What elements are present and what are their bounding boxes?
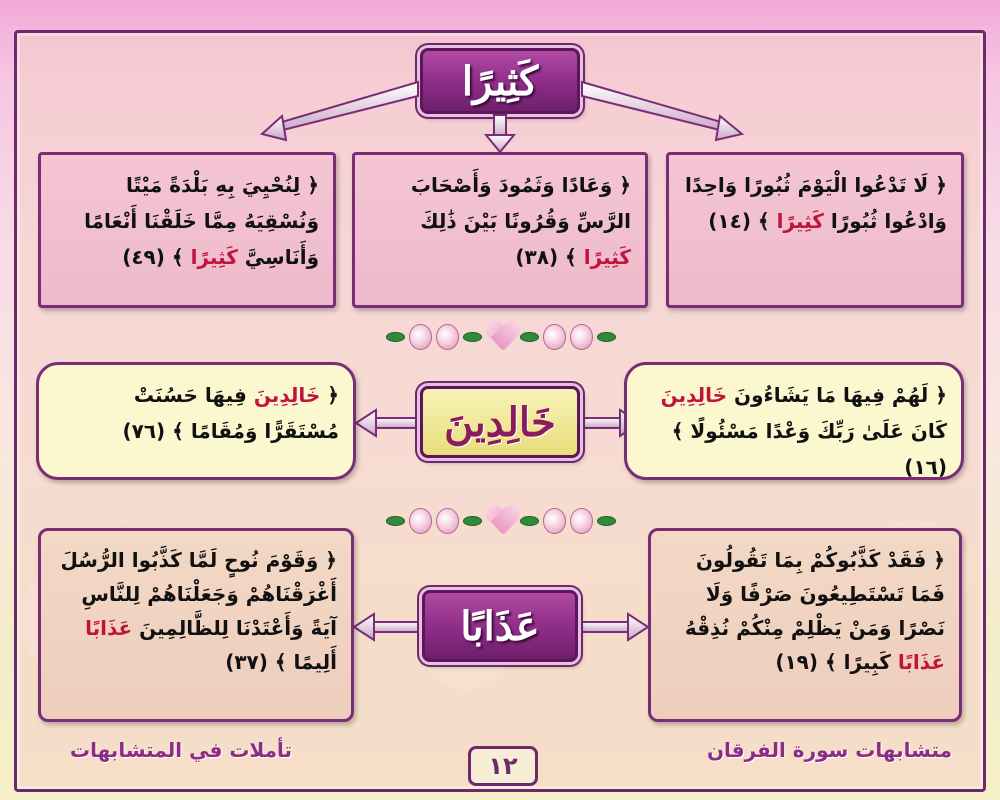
verse-box-16 [624, 362, 964, 480]
verse-number: ﴾ (٤٩) [122, 245, 191, 269]
keyword-highlight: كَثِيرًا [583, 245, 631, 269]
verse-number: أَلِيمًا ﴾ (٣٧) [225, 650, 337, 674]
section-title-text: كَثِيرًا [461, 57, 539, 105]
verse-box-76 [36, 362, 356, 480]
leaf-icon [386, 332, 405, 342]
verse-box-49 [38, 152, 336, 308]
verse-text: ﴿ فَقَدْ كَذَّبُوكُمْ بِمَا تَقُولُونَ فَمَا تَسْتَطِيعُونَ صَرْفًا وَلَا نَصْرًا وَمَنْ يَظْلِمْ مِنْكُمْ نُذِقْهُ [684, 548, 945, 640]
footer-series-title: تأملات في المتشابهات [70, 738, 293, 762]
leaf-icon [463, 332, 482, 342]
heart-icon [486, 506, 515, 536]
leaf-icon [386, 516, 405, 526]
keyword-highlight: كَثِيرًا [190, 245, 238, 269]
keyword-highlight: عَذَابًا [897, 650, 945, 674]
leaf-icon [520, 332, 539, 342]
flower-divider [386, 312, 616, 362]
verse-box-38 [352, 152, 648, 308]
section-title-text: خَالِدِينَ [444, 398, 556, 446]
keyword-highlight: كَثِيرًا [776, 209, 824, 233]
section-title-kathiran [420, 48, 580, 114]
keyword-highlight: عَذَابًا [85, 616, 133, 640]
verse-box-14 [666, 152, 964, 308]
leaf-icon [597, 332, 616, 342]
verse-box-37 [38, 528, 354, 722]
verse-text: ﴿ وَقَوْمَ نُوحٍ لَمَّا كَذَّبُوا الرُّسُلَ أَغْرَقْنَاهُمْ وَجَعَلْنَاهُمْ لِلنَّاسِ آيَةً وَأَعْتَدْنَا لِلظَّالِمِينَ [60, 548, 337, 640]
rose-icon [543, 324, 566, 350]
section-title-adhaban [422, 590, 578, 662]
footer-book-title: متشابهات سورة الفرقان [706, 738, 952, 762]
rose-icon [409, 508, 432, 534]
verse-box-19 [648, 528, 962, 722]
section-title-khalidin [420, 386, 580, 458]
leaf-icon [463, 516, 482, 526]
rose-icon [570, 324, 593, 350]
verse-text: ﴿ [320, 383, 339, 407]
verse-number: كَانَ عَلَىٰ رَبِّكَ وَعْدًا مَسْئُولًا ﴾ (١٦) [671, 419, 947, 479]
leaf-icon [520, 516, 539, 526]
verse-text: ﴿ لِنُحْيِيَ بِهِ بَلْدَةً مَيْتًا وَنُسْقِيَهُ مِمَّا خَلَقْنَا أَنْعَامًا وَأَنَاسِيَّ [84, 173, 319, 269]
rose-icon [543, 508, 566, 534]
flower-divider [386, 496, 616, 546]
verse-text: ﴿ وَعَادًا وَثَمُودَ وَأَصْحَابَ الرَّسِّ وَقُرُونًا بَيْنَ ذَٰلِكَ [410, 173, 631, 233]
rose-icon [436, 508, 459, 534]
verse-text: ﴿ لَهُمْ فِيهَا مَا يَشَاءُونَ [727, 383, 947, 407]
verse-number: ﴾ (٣٨) [515, 245, 584, 269]
keyword-highlight: خَالِدِينَ [660, 383, 728, 407]
leaf-icon [597, 516, 616, 526]
rose-icon [409, 324, 432, 350]
verse-number: ﴾ (١٤) [708, 209, 777, 233]
section-title-text: عَذَابًا [460, 602, 540, 650]
page-number: ١٢ [468, 746, 538, 786]
rose-icon [570, 508, 593, 534]
verse-number: فِيهَا حَسُنَتْ مُسْتَقَرًّا وَمُقَامًا ﴾ (٧٦) [122, 383, 339, 443]
rose-icon [436, 324, 459, 350]
heart-icon [486, 322, 515, 352]
verse-text: ﴿ لَا تَدْعُوا الْيَوْمَ ثُبُورًا وَاحِدًا وَادْعُوا ثُبُورًا [685, 173, 947, 233]
keyword-highlight: خَالِدِينَ [253, 383, 321, 407]
verse-number: كَبِيرًا ﴾ (١٩) [775, 650, 898, 674]
